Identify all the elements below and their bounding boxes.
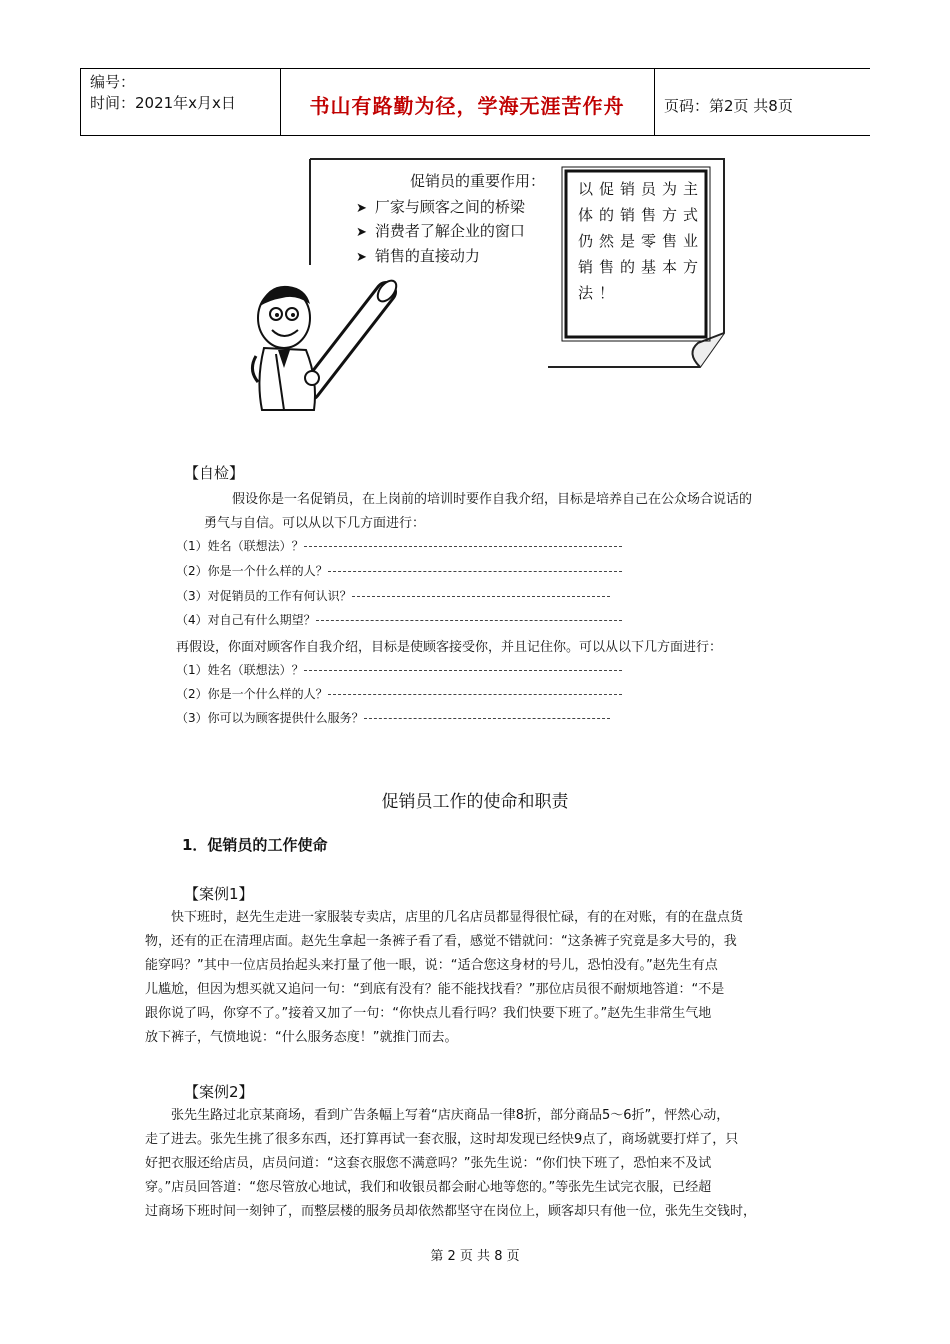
answer-blank — [304, 546, 622, 547]
section-subtitle: 1．促销员的工作使命 — [182, 836, 328, 854]
answer-blank — [304, 670, 622, 671]
cartoon-man-illustration — [246, 270, 456, 420]
header-divider — [280, 68, 281, 136]
header-motto: 书山有路勤为径，学海无涯苦作舟 — [309, 94, 625, 118]
case-line: 穿。”店员回答道：“您尽管放心地试，我们和收银员都会耐心地等您的。”等张先生试完衣服，已经超 — [145, 1180, 712, 1195]
header-bottom-border — [80, 135, 870, 136]
case-line: 跟你说了吗，你穿不了。”接着又加了一句：“你快点儿看行吗？我们快要下班了。”赵先生非常生气地 — [145, 1006, 712, 1021]
header-meta — [90, 72, 236, 114]
header-top-border — [80, 68, 870, 69]
board-title: 促销员的重要作用： — [410, 172, 546, 190]
case-line: 儿尴尬，但因为想买就又追问一句：“到底有没有？能不能找找看？”那位店员很不耐烦地答道：“不是 — [145, 982, 725, 997]
header-divider — [80, 68, 81, 136]
self-check-title: 【自检】 — [184, 464, 245, 482]
arrow-bullet-icon: ➤ — [356, 201, 367, 216]
case-line: 快下班时，赵先生走进一家服装专卖店，店里的几名店员都显得很忙碌，有的在对账，有的在盘点货 — [171, 910, 744, 925]
arrow-bullet-icon: ➤ — [356, 250, 367, 265]
question-item: （3）对促销员的工作有何认识？ — [176, 587, 610, 604]
case-line: 物，还有的正在清理店面。赵先生拿起一条裤子看了看，感觉不错就问：“这条裤子究竟是多大号的，我 — [145, 934, 737, 949]
arrow-bullet-icon: ➤ — [356, 225, 367, 240]
page-number-label: 页码：第2页 共8页 — [664, 97, 793, 115]
board-note: 以促销员为主体的销售方式仍然是零售业销售的基本方法！ — [578, 180, 705, 302]
question-item: （2）你是一个什么样的人？ — [176, 562, 622, 579]
doc-time-label: 时间：2021年x月x日 — [90, 94, 236, 112]
question-item: （4）对自己有什么期望？ — [176, 611, 622, 628]
question-item: （1）姓名（联想法）？ — [176, 537, 622, 554]
self-check-intro: 勇气与自信。可以从以下几方面进行： — [204, 516, 426, 531]
case-body — [145, 1104, 813, 1224]
section-title: 促销员工作的使命和职责 — [381, 792, 569, 812]
answer-blank — [316, 620, 622, 621]
case-line: 过商场下班时间一刻钟了，而整层楼的服务员却依然都坚守在岗位上，顾客却只有他一位，张先生交钱时， — [145, 1204, 757, 1219]
header-divider — [654, 68, 655, 136]
case-line: 走了进去。张先生挑了很多东西，还打算再试一套衣服，这时却发现已经快9点了，商场就要打烊了，只 — [145, 1132, 739, 1147]
question-item: （2）你是一个什么样的人？ — [176, 685, 622, 702]
board-bullet: ➤ 消费者了解企业的窗口 — [356, 222, 525, 240]
case-line: 能穿吗？”其中一位店员抬起头来打量了他一眼，说：“适合您这身材的号儿，恐怕没有。”赵先生有点 — [145, 958, 718, 973]
answer-blank — [328, 571, 622, 572]
case-line: 放下裤子，气愤地说：“什么服务态度！”就推门而去。 — [145, 1030, 458, 1045]
case-line: 张先生路过北京某商场，看到广告条幅上写着“店庆商品一律8折，部分商品5～6折”，怦然心动， — [171, 1108, 730, 1123]
case-title: 【案例1】 — [184, 885, 254, 903]
self-check-intro: 假设你是一名促销员，在上岗前的培训时要作自我介绍，目标是培养自己在公众场合说话的 — [232, 492, 753, 507]
answer-blank — [364, 718, 610, 719]
case-title: 【案例2】 — [184, 1083, 254, 1101]
doc-number-label: 编号： — [90, 73, 136, 91]
answer-blank — [352, 596, 610, 597]
question-item: （1）姓名（联想法）？ — [176, 661, 622, 678]
page-footer: 第 2 页 共 8 页 — [430, 1249, 520, 1264]
answer-blank — [328, 694, 622, 695]
board-bullet: ➤ 厂家与顾客之间的桥梁 — [356, 198, 525, 216]
self-check-intro2: 再假设，你面对顾客作自我介绍，目标是使顾客接受你，并且记住你。可以从以下几方面进行： — [176, 640, 723, 655]
case-line: 好把衣服还给店员，店员问道：“这套衣服您不满意吗？”张先生说：“你们快下班了，恐怕来不及试 — [145, 1156, 712, 1171]
case-body — [145, 906, 813, 1050]
board-bullet: ➤ 销售的直接动力 — [356, 247, 480, 265]
question-item: （3）你可以为顾客提供什么服务？ — [176, 709, 610, 726]
